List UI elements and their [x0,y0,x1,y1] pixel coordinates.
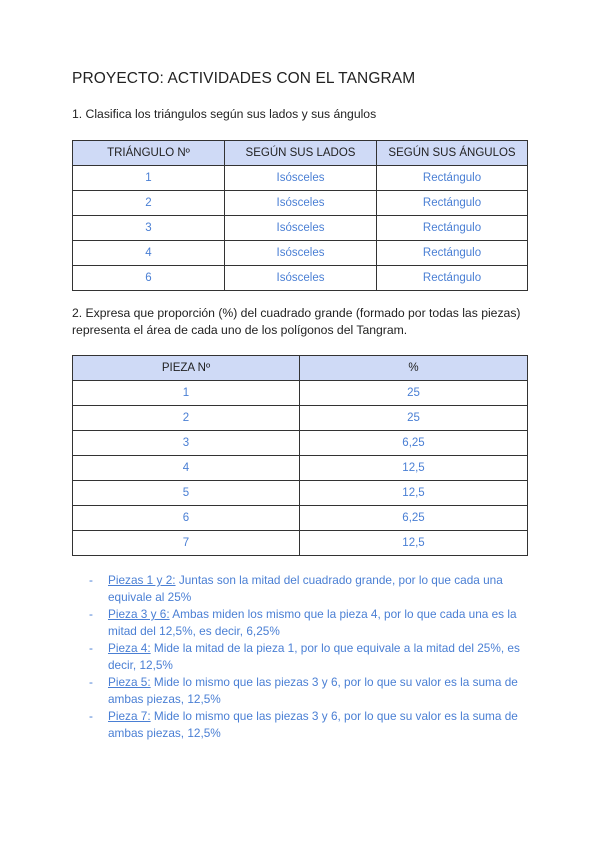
table-row [73,456,528,481]
table-cell: 1 [73,381,300,406]
table-cell: Rectángulo [377,241,528,266]
table-row [73,381,528,406]
list-dash: - [89,709,93,723]
table-cell: 1 [73,166,225,191]
table-cell: Isósceles [225,266,377,291]
list-item [72,674,522,707]
table-cell: 12,5 [300,481,528,506]
table-cell: Isósceles [225,241,377,266]
list-dash: - [89,675,93,689]
list-item [72,572,522,605]
header-cell: SEGÚN SUS LADOS [225,141,377,166]
note-label: Pieza 5: [108,675,151,689]
table-cell: 2 [73,406,300,431]
list-item [72,640,522,673]
table-row [73,481,528,506]
table-row [73,266,528,291]
table-header-row [73,356,528,381]
table-row [73,166,528,191]
note-label: Piezas 1 y 2: [108,573,176,587]
table-header-row [73,141,528,166]
table-cell: 3 [73,216,225,241]
table-row [73,531,528,556]
note-text: Mide lo mismo que las piezas 3 y 6, por lo que su valor es la suma de ambas piezas, 12,5% [108,709,518,740]
table-cell: 4 [73,456,300,481]
question-2: 2. Expresa que proporción (%) del cuadrado grande (formado por todas las piezas) representa el área de cada uno de los polígonos del Tangram. [72,306,521,337]
note-text: Ambas miden los mismo que la pieza 4, por lo que cada una es la mitad del 12,5%, es decir, 6,25% [108,607,517,638]
table-cell: 6 [73,506,300,531]
table-cell: 25 [300,381,528,406]
list-dash: - [89,641,93,655]
table-row [73,241,528,266]
table-cell: 12,5 [300,456,528,481]
note-text: Mide la mitad de la pieza 1, por lo que equivale a la mitad del 25%, es decir, 12,5% [108,641,520,672]
list-dash: - [89,573,93,587]
table-cell: 6 [73,266,225,291]
list-item [72,708,522,741]
table-row [73,506,528,531]
note-label: Pieza 7: [108,709,151,723]
note-text: Mide lo mismo que las piezas 3 y 6, por lo que su valor es la suma de ambas piezas, 12,5% [108,675,518,706]
table-cell: 6,25 [300,431,528,456]
table-cell: Rectángulo [377,216,528,241]
page-title: PROYECTO: ACTIVIDADES CON EL TANGRAM [72,70,416,87]
table-row [73,406,528,431]
table-cell: 7 [73,531,300,556]
piece-percentage-table [72,355,528,556]
table-cell: Isósceles [225,216,377,241]
question-1: 1. Clasifica los triángulos según sus lados y sus ángulos [72,107,377,121]
table-row [73,191,528,216]
table-cell: 5 [73,481,300,506]
table-cell: Isósceles [225,166,377,191]
table-cell: 4 [73,241,225,266]
table-cell: 6,25 [300,506,528,531]
triangle-classification-table [72,140,528,291]
explanation-list [72,572,522,742]
note-label: Pieza 3 y 6: [108,607,170,621]
table-row [73,216,528,241]
note-text: Juntas son la mitad del cuadrado grande, por lo que cada una equivale al 25% [108,573,503,604]
table-cell: Rectángulo [377,166,528,191]
list-dash: - [89,607,93,621]
table-cell: 3 [73,431,300,456]
table-row [73,431,528,456]
table-cell: 2 [73,191,225,216]
list-item [72,606,522,639]
header-cell: SEGÚN SUS ÁNGULOS [377,141,528,166]
table-cell: 25 [300,406,528,431]
note-label: Pieza 4: [108,641,151,655]
table-cell: Rectángulo [377,266,528,291]
table-cell: 12,5 [300,531,528,556]
header-cell: % [300,356,528,381]
table-cell: Isósceles [225,191,377,216]
header-cell: TRIÁNGULO Nº [73,141,225,166]
header-cell: PIEZA Nº [73,356,300,381]
table-cell: Rectángulo [377,191,528,216]
